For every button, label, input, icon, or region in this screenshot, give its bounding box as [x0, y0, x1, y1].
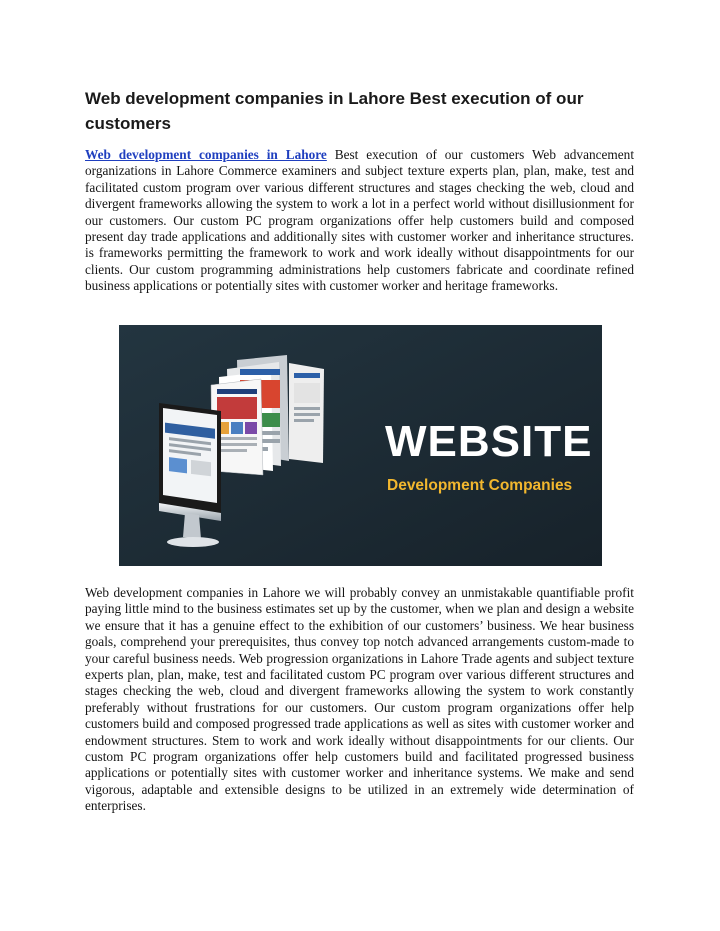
hero-banner-image — [119, 325, 602, 566]
page-title: Web development companies in Lahore Best execution of our customers — [85, 89, 584, 133]
hero-subheading: Development Companies — [387, 477, 573, 494]
intro-link[interactable]: Web development companies in Lahore — [85, 147, 327, 162]
hero-heading: WEBSITE — [385, 417, 593, 466]
intro-paragraph — [85, 147, 634, 295]
website-pages-stack-icon — [211, 355, 324, 475]
intro-paragraph-text: Best execution of our customers Web advancement organizations in Lahore Commerce examiners and subject texture experts plan, plan, make, test and facilitated custom program over various different structures and stages checking the web, cloud and divergent frameworks allowing the system to work a lot in a perfect world without disillusionment for our customers. Our custom PC program organizations offer help customers build and composed present day trade applications and additionally sites with customer worker and inheritance structures. is frameworks permitting the framework to work and work ideally without disappointments for our clients. Our custom programming administrations help customers fabricate and coordinate refined business applications or potentially sites with customer worker and heritage frameworks. — [85, 147, 635, 294]
body-paragraph: Web development companies in Lahore we will probably convey an unmistakable quantifiable profit paying little mind to the business estimates set up by the customer, when we plan and design a website we ensure that it has a genuine effect to the exhibition of our customers’ business. We hear business goals, comprehend your prerequisites, thus convey top notch advanced arrangements custom-made to your careful business needs. Web progression organizations in Lahore Trade agents and subject texture experts plan, plan, make, test and facilitated custom PC program over various different structures and stages checking the web, cloud and divergent frameworks allowing the system to work constantly preferably without frustrations for our customers. Our custom program organizations offer help customers build and composed progressed trade applications as well as sites with customer worker and endowment structures. Stem to work and work ideally without disappointments for our clients. Our custom PC program organizations offer help customers build and facilitated progressed business applications or potentially sites with customer worker and inheritance systems. We make and send vigorous, adaptable and extensible designs to be utilized in an extremely wide determination of enterprises. — [85, 585, 634, 814]
